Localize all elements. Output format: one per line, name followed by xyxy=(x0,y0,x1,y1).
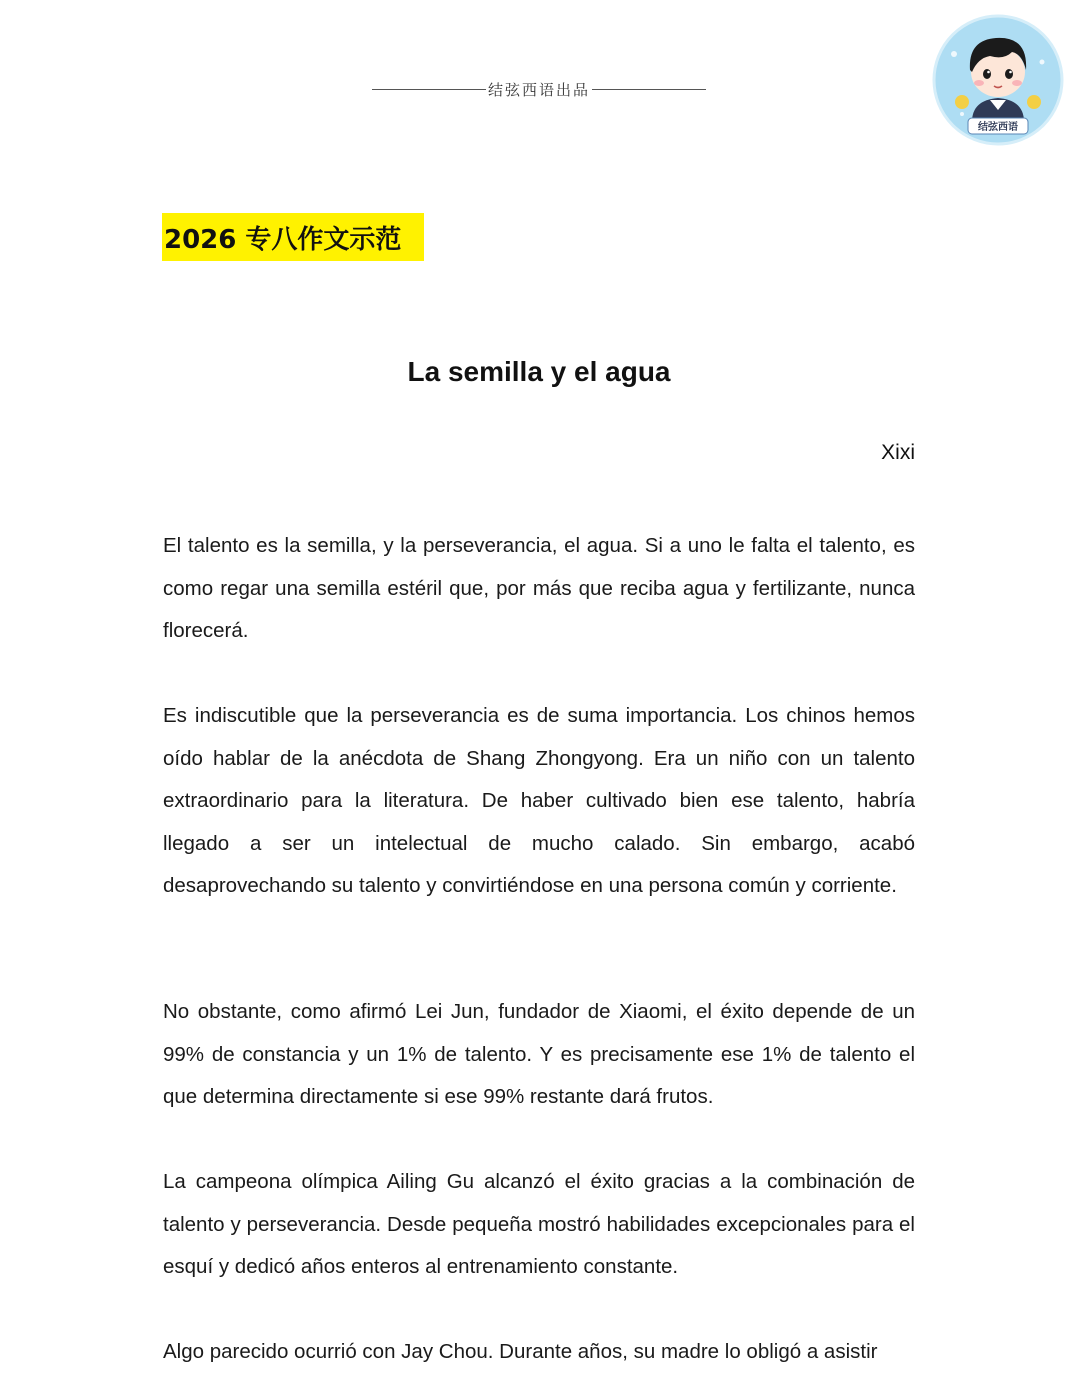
publisher-header xyxy=(372,76,706,102)
essay-paragraph: El talento es la semilla, y la perseverancia, el agua. Si a uno le falta el talento, es como regar una semilla estéril que, por más que reciba agua y fertilizante, nunca florecerá. xyxy=(163,534,915,642)
essay-title: La semilla y el agua xyxy=(407,356,671,387)
header-rule-left xyxy=(372,89,486,90)
essay-author: Xixi xyxy=(881,441,915,464)
essay-paragraph: No obstante, como afirmó Lei Jun, fundador de Xiaomi, el éxito depende de un 99% de constancia y un 1% de talento. Y es precisamente ese 1% de talento el que determina directamente si ese 99% restante dará frutos. xyxy=(163,1000,915,1108)
publisher-line: 结弦西语出品 xyxy=(488,80,591,99)
logo-badge-text: 结弦西语 xyxy=(978,122,1018,133)
exam-tag-label: 2026 专八作文示范 xyxy=(164,224,402,255)
essay-paragraph: Algo parecido ocurrió con Jay Chou. Durante años, su madre lo obligó a asistir xyxy=(163,1340,878,1363)
essay-paragraph: Es indiscutible que la perseverancia es de suma importancia. Los chinos hemos oído hablar de la anécdota de Shang Zhongyong. Era un niño con un talento extraordinario para la literatura. De haber cultivado bien ese talento, habría llegado a ser un intelectual de mucho calado. Sin embargo, acabó desaprovechando su talento y convirtiéndose en una persona común y corriente. xyxy=(163,704,915,897)
cartoon-boy-avatar-logo xyxy=(932,14,1064,146)
essay-paragraph: La campeona olímpica Ailing Gu alcanzó el éxito gracias a la combinación de talento y perseverancia. Desde pequeña mostró habilidades excepcionales para el esquí y dedicó años enteros al entrenamiento constante. xyxy=(163,1170,915,1278)
header-rule-right xyxy=(592,89,706,90)
exam-tag-highlight xyxy=(162,213,424,261)
